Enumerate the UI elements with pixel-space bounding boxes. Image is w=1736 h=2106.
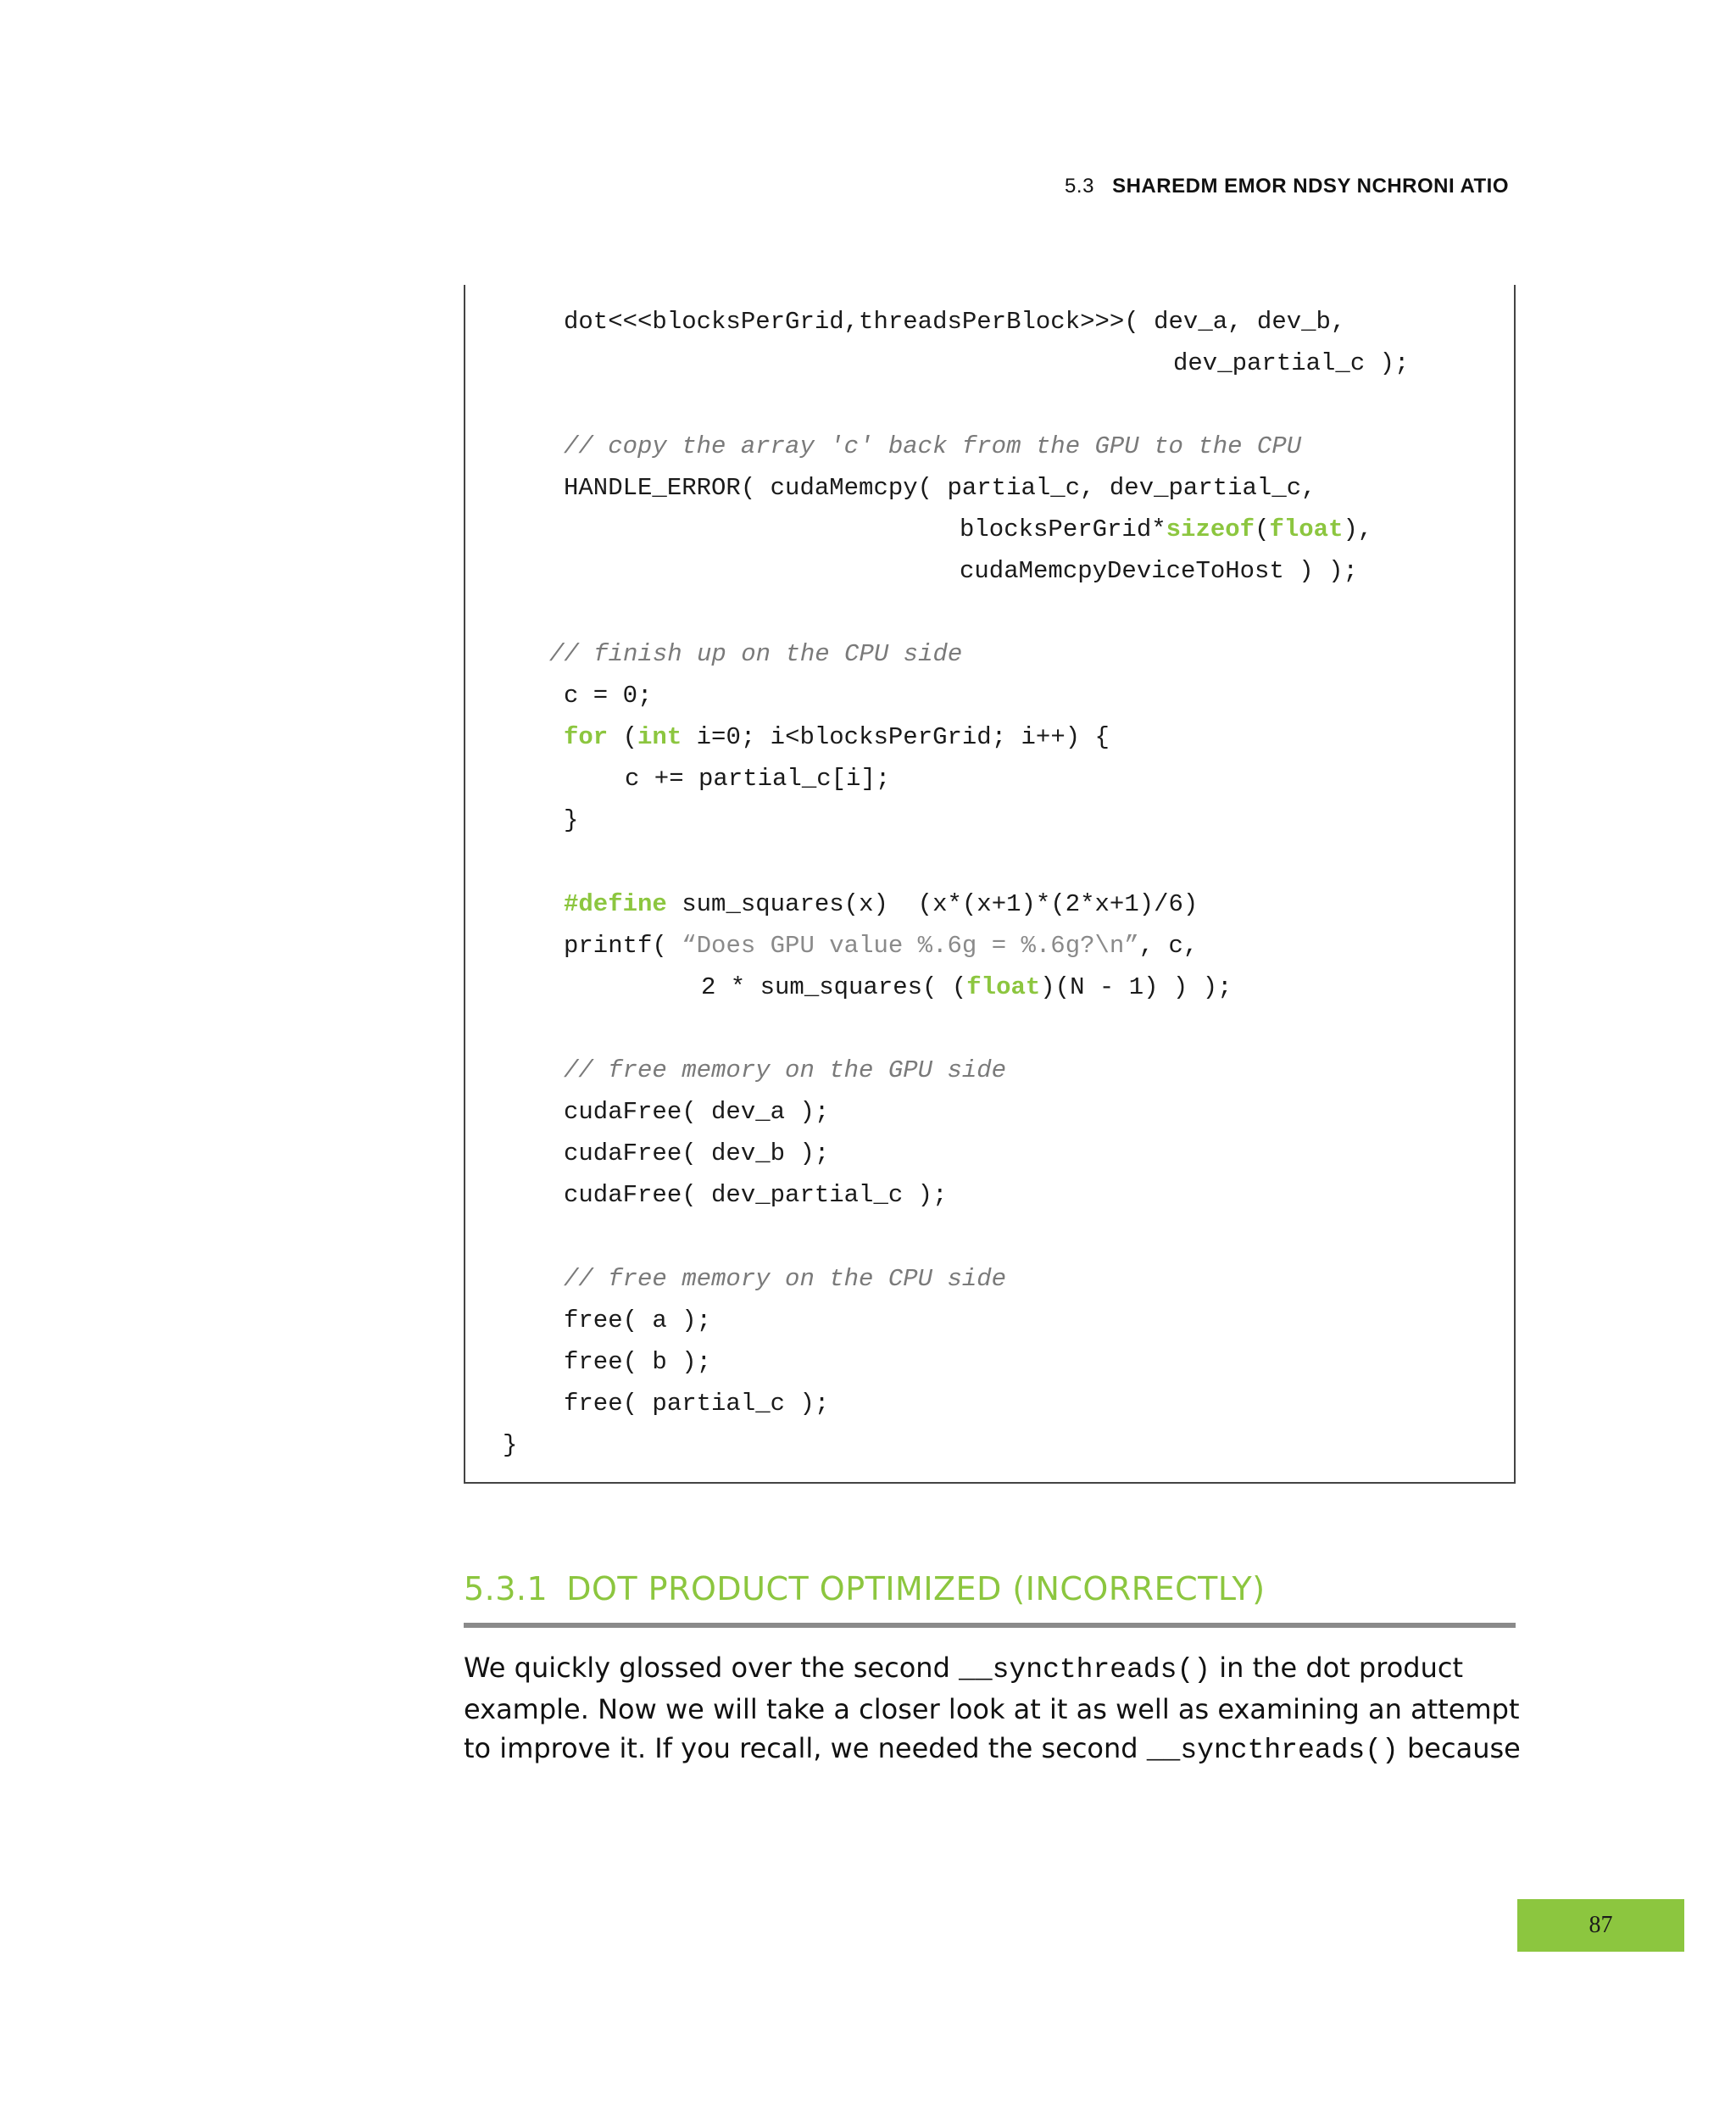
code-line: c += partial_c[i];: [625, 765, 891, 793]
code-line: blocksPerGrid*sizeof(float),: [960, 515, 1373, 543]
section-rule: [464, 1623, 1516, 1628]
code-line: printf( “Does GPU value %.6g = %.6g?\n”, c,: [564, 932, 1199, 960]
code-line: dot<<<blocksPerGrid,threadsPerBlock>>>( dev_a, dev_b,: [564, 308, 1346, 336]
code-line: free( partial_c );: [564, 1390, 830, 1418]
running-head: [1000, 175, 1509, 198]
code-line: HANDLE_ERROR( cudaMemcpy( partial_c, dev_partial_c,: [564, 474, 1316, 502]
code-line: cudaFree( dev_a );: [564, 1098, 830, 1126]
code-line: cudaFree( dev_partial_c );: [564, 1181, 948, 1209]
code-line: 2 * sum_squares( (float)(N - 1) ) );: [701, 973, 1232, 1001]
code-comment: // free memory on the GPU side: [564, 1056, 1007, 1084]
code-line: dev_partial_c );: [1173, 349, 1410, 377]
running-head-title: SHAREDM EMOR NDSY NCHRONI ATIO: [1112, 175, 1509, 198]
code-line: free( b );: [564, 1348, 712, 1376]
code-line: cudaMemcpyDeviceToHost ) );: [960, 557, 1358, 585]
code-line: for (int i=0; i<blocksPerGrid; i++) {: [564, 723, 1110, 751]
body-paragraph: We quickly glossed over the second __syncthreads() in the dot product example. Now we will take a closer look at it as well as examining an attempt to improve it. If you recall, we needed the second __syncthreads() because: [464, 1652, 1521, 1766]
code-comment: // copy the array 'c' back from the GPU to the CPU: [564, 432, 1302, 460]
code-comment: // free memory on the CPU side: [564, 1265, 1007, 1293]
inline-code: __syncthreads(): [1146, 1735, 1399, 1766]
keyword: for: [564, 723, 609, 751]
code-line: }: [564, 806, 579, 834]
inline-code: __syncthreads(): [959, 1654, 1211, 1685]
running-head-number: 5.3: [1065, 175, 1094, 198]
section-heading: [464, 1570, 1516, 1607]
code-comment: // finish up on the CPU side: [549, 640, 963, 668]
page-number-box: [1517, 1899, 1684, 1952]
keyword: #define: [564, 890, 667, 918]
code-line: #define sum_squares(x) (x*(x+1)*(2*x+1)/6): [564, 890, 1199, 918]
code-line: cudaFree( dev_b );: [564, 1139, 830, 1167]
keyword: int: [637, 723, 682, 751]
code-line: }: [503, 1431, 518, 1459]
section-number: 5.3.1: [464, 1570, 548, 1607]
page-number: 87: [1589, 1912, 1613, 1938]
keyword: sizeof: [1166, 515, 1255, 543]
keyword: float: [966, 973, 1041, 1001]
string-literal: “Does GPU value %.6g = %.6g?\n”: [682, 932, 1139, 960]
keyword: float: [1269, 515, 1344, 543]
code-line: c = 0;: [564, 682, 653, 710]
section-title: DOT PRODUCT OPTIMIZED (INCORRECTLY): [566, 1570, 1266, 1607]
code-line: free( a );: [564, 1306, 712, 1334]
